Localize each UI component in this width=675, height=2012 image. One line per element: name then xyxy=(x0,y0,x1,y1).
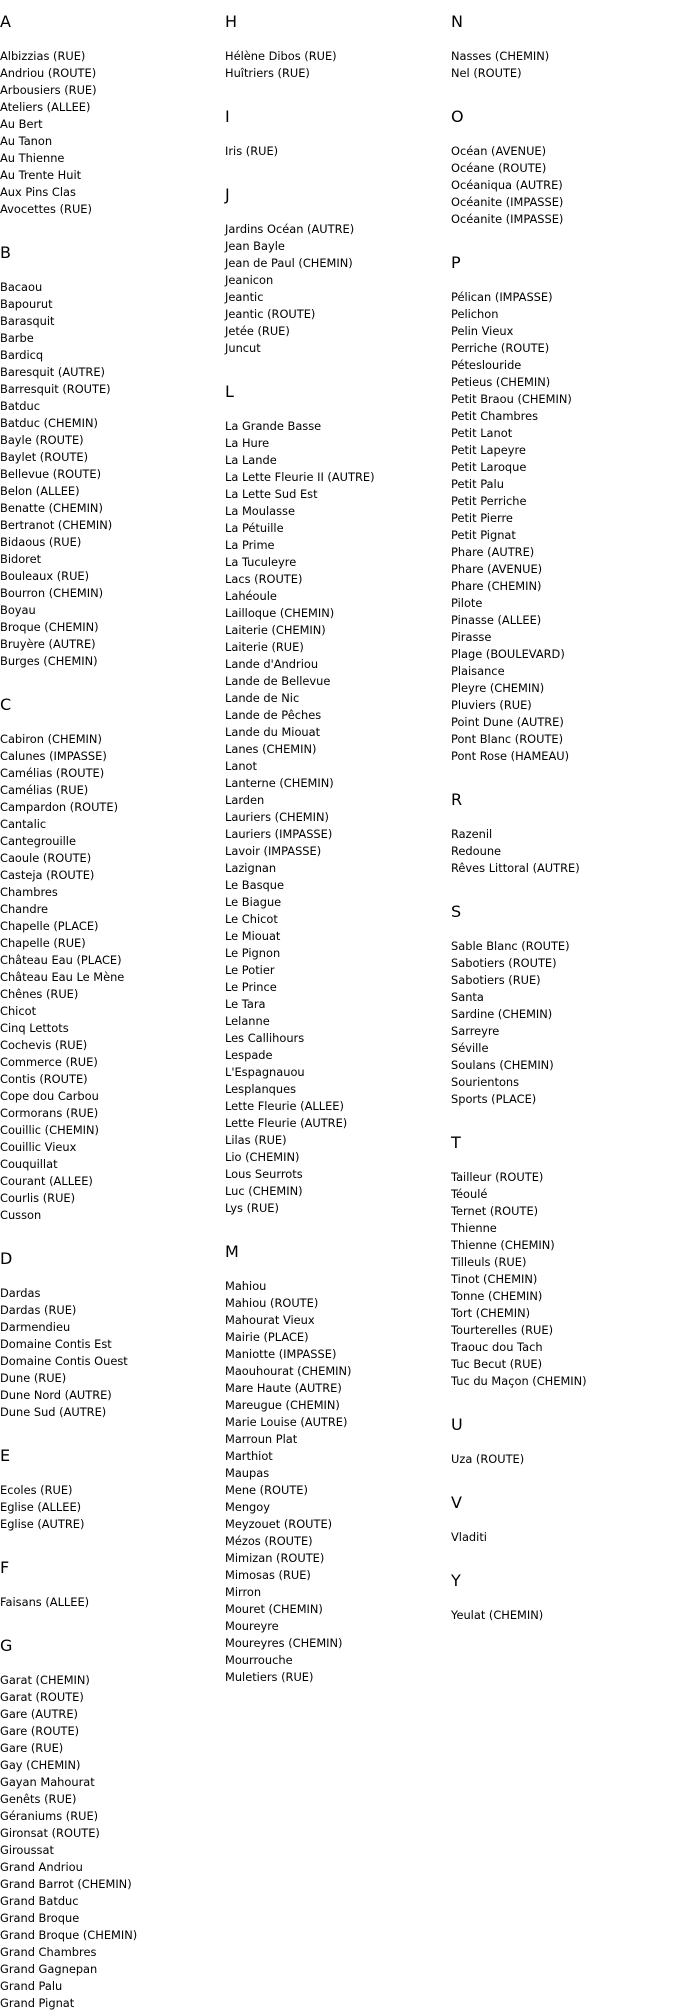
street-name-item: Cantalic xyxy=(0,817,47,831)
section-letter-heading: O xyxy=(451,107,464,126)
street-name-item: Chicot xyxy=(0,1004,37,1018)
street-name-item: Bouleaux (RUE) xyxy=(0,569,90,583)
street-name-item: Aux Pins Clas xyxy=(0,185,76,199)
section-letter-heading: G xyxy=(0,1636,13,1655)
street-name-item: Commerce (RUE) xyxy=(0,1055,98,1069)
section-letter-heading: A xyxy=(0,12,11,31)
street-name-item: Jeanicon xyxy=(225,273,274,287)
street-name-item: Lande d'Andriou xyxy=(225,657,319,671)
letter-section-b xyxy=(0,243,220,670)
street-name-item: Lous Seurrots xyxy=(225,1167,303,1181)
street-name-item: Lahéoule xyxy=(225,589,277,603)
street-name-item: Jeantic xyxy=(225,290,264,304)
street-name-item: Petit Chambres xyxy=(451,409,539,423)
street-name-item: Le Biague xyxy=(225,895,282,909)
street-name-item: Camélias (RUE) xyxy=(0,783,89,797)
street-name-item: Tinot (CHEMIN) xyxy=(451,1272,538,1286)
street-name-item: Lanot xyxy=(225,759,257,773)
street-name-item: Thienne xyxy=(451,1221,497,1235)
street-name-item: Vladiti xyxy=(451,1530,487,1544)
street-name-item: Le Pignon xyxy=(225,946,281,960)
street-name-item: Genêts (RUE) xyxy=(0,1792,77,1806)
street-name-item: Perriche (ROUTE) xyxy=(451,341,550,355)
street-name-item: Couillic Vieux xyxy=(0,1140,77,1154)
street-name-item: Petit Braou (CHEMIN) xyxy=(451,392,572,406)
street-index-column-2 xyxy=(225,12,445,1686)
street-name-item: Baresquit (AUTRE) xyxy=(0,365,105,379)
street-name-item: Redoune xyxy=(451,844,502,858)
street-name-item: Lande de Pêches xyxy=(225,708,322,722)
street-name-item: Lelanne xyxy=(225,1014,270,1028)
section-letter-heading: E xyxy=(0,1446,11,1465)
street-name-item: Grand Barrot (CHEMIN) xyxy=(0,1877,132,1891)
street-name-item: Sable Blanc (ROUTE) xyxy=(451,939,570,953)
street-name-item: Muletiers (RUE) xyxy=(225,1670,314,1684)
street-name-item: Bellevue (ROUTE) xyxy=(0,467,102,481)
street-name-item: Pont Rose (HAMEAU) xyxy=(451,749,570,763)
street-name-item: Lavoir (IMPASSE) xyxy=(225,844,322,858)
street-name-item: Lanterne (CHEMIN) xyxy=(225,776,334,790)
street-name-item: Lande du Miouat xyxy=(225,725,321,739)
section-letter-heading: S xyxy=(451,902,462,921)
section-letter-heading: T xyxy=(451,1133,461,1152)
section-letter-heading: Y xyxy=(451,1571,461,1590)
street-name-item: Le Chicot xyxy=(225,912,278,926)
letter-section-p xyxy=(451,253,671,765)
street-name-item: Marthiot xyxy=(225,1449,273,1463)
street-name-item: La Moulasse xyxy=(225,504,295,518)
street-name-item: Séville xyxy=(451,1041,489,1055)
street-name-item: Gironsat (ROUTE) xyxy=(0,1826,100,1840)
street-name-item: Thienne (CHEMIN) xyxy=(451,1238,555,1252)
street-name-item: Grand Batduc xyxy=(0,1894,79,1908)
street-name-item: Au Trente Huit xyxy=(0,168,82,182)
street-name-item: Petit Laroque xyxy=(451,460,527,474)
street-name-item: Mimosas (RUE) xyxy=(225,1568,311,1582)
street-name-item: Océanite (IMPASSE) xyxy=(451,195,564,209)
street-name-item: Benatte (CHEMIN) xyxy=(0,501,103,515)
street-name-item: Camélias (ROUTE) xyxy=(0,766,105,780)
street-name-item: Burges (CHEMIN) xyxy=(0,654,98,668)
street-name-item: Lanes (CHEMIN) xyxy=(225,742,317,756)
street-name-item: Lauriers (IMPASSE) xyxy=(225,827,333,841)
street-name-item: La Lette Fleurie II (AUTRE) xyxy=(225,470,375,484)
street-name-item: Sabotiers (RUE) xyxy=(451,973,541,987)
street-name-item: Barasquit xyxy=(0,314,55,328)
street-name-item: Darmendieu xyxy=(0,1320,71,1334)
street-name-item: Razenil xyxy=(451,827,493,841)
street-name-item: Chandre xyxy=(0,902,49,916)
letter-section-h xyxy=(225,12,445,82)
street-name-item: Belon (ALLEE) xyxy=(0,484,80,498)
street-name-item: Petit Pierre xyxy=(451,511,513,525)
street-name-item: Ateliers (ALLEE) xyxy=(0,100,91,114)
street-name-item: Lauriers (CHEMIN) xyxy=(225,810,329,824)
street-name-item: Océan (AVENUE) xyxy=(451,144,547,158)
street-name-item: Mouret (CHEMIN) xyxy=(225,1602,323,1616)
letter-section-u xyxy=(451,1415,671,1468)
street-name-item: Mahourat Vieux xyxy=(225,1313,315,1327)
street-name-item: Campardon (ROUTE) xyxy=(0,800,119,814)
street-name-item: Petit Palu xyxy=(451,477,504,491)
street-name-item: Lio (CHEMIN) xyxy=(225,1150,300,1164)
street-name-item: Dune (RUE) xyxy=(0,1371,67,1385)
street-name-item: Petit Lanot xyxy=(451,426,513,440)
letter-section-t xyxy=(451,1133,671,1390)
letter-section-j xyxy=(225,185,445,357)
street-name-item: Bardicq xyxy=(0,348,44,362)
street-name-item: Gayan Mahourat xyxy=(0,1775,95,1789)
street-name-item: Hélène Dibos (RUE) xyxy=(225,49,337,63)
street-name-item: Iris (RUE) xyxy=(225,144,279,158)
section-letter-heading: L xyxy=(225,382,234,401)
street-name-item: Petit Lapeyre xyxy=(451,443,526,457)
street-name-item: Bayle (ROUTE) xyxy=(0,433,84,447)
section-letter-heading: I xyxy=(225,107,230,126)
street-name-item: Sourientons xyxy=(451,1075,520,1089)
street-name-item: Batduc (CHEMIN) xyxy=(0,416,98,430)
street-name-item: Nel (ROUTE) xyxy=(451,66,522,80)
street-name-item: Les Callihours xyxy=(225,1031,305,1045)
street-name-item: La Prime xyxy=(225,538,275,552)
street-name-item: Océane (ROUTE) xyxy=(451,161,547,175)
street-name-item: Mareugue (CHEMIN) xyxy=(225,1398,340,1412)
street-name-item: Grand Andriou xyxy=(0,1860,83,1874)
street-name-item: Nasses (CHEMIN) xyxy=(451,49,550,63)
street-name-item: Château Eau Le Mène xyxy=(0,970,125,984)
street-name-item: Albizzias (RUE) xyxy=(0,49,86,63)
street-name-item: La Lette Sud Est xyxy=(225,487,318,501)
letter-section-e xyxy=(0,1446,220,1533)
street-name-item: Bourron (CHEMIN) xyxy=(0,586,104,600)
street-name-item: Bapourut xyxy=(0,297,53,311)
street-name-item: Juncut xyxy=(225,341,261,355)
street-name-item: Le Potier xyxy=(225,963,275,977)
street-name-item: Giroussat xyxy=(0,1843,54,1857)
street-name-item: Soulans (CHEMIN) xyxy=(451,1058,554,1072)
letter-section-f xyxy=(0,1558,220,1611)
street-name-item: La Grande Basse xyxy=(225,419,322,433)
street-name-item: Dardas (RUE) xyxy=(0,1303,77,1317)
street-index-column-1 xyxy=(0,12,220,2012)
street-name-item: Dune Sud (AUTRE) xyxy=(0,1405,107,1419)
street-name-item: Lilas (RUE) xyxy=(225,1133,287,1147)
section-letter-heading: R xyxy=(451,790,463,809)
street-name-item: Cope dou Carbou xyxy=(0,1089,99,1103)
street-name-item: Jetée (RUE) xyxy=(225,324,290,338)
street-name-item: Andriou (ROUTE) xyxy=(0,66,97,80)
street-name-item: Phare (CHEMIN) xyxy=(451,579,542,593)
street-name-item: Baylet (ROUTE) xyxy=(0,450,89,464)
section-letter-heading: N xyxy=(451,12,463,31)
street-name-item: Traouc dou Tach xyxy=(451,1340,543,1354)
street-name-item: Dardas xyxy=(0,1286,41,1300)
street-name-item: Sarreyre xyxy=(451,1024,500,1038)
street-name-item: Grand Gagnepan xyxy=(0,1962,98,1976)
street-name-item: Pont Blanc (ROUTE) xyxy=(451,732,564,746)
street-name-item: Mene (ROUTE) xyxy=(225,1483,308,1497)
street-name-item: Lande de Bellevue xyxy=(225,674,331,688)
street-name-item: Cantegrouille xyxy=(0,834,76,848)
street-name-item: Tailleur (ROUTE) xyxy=(451,1170,544,1184)
street-name-item: Bidaous (RUE) xyxy=(0,535,82,549)
section-letter-heading: J xyxy=(225,185,230,204)
street-name-item: Barresquit (ROUTE) xyxy=(0,382,111,396)
street-name-item: La Tuculeyre xyxy=(225,555,297,569)
street-name-item: Broque (CHEMIN) xyxy=(0,620,99,634)
letter-section-a xyxy=(0,12,220,218)
street-name-item: Chambres xyxy=(0,885,58,899)
street-name-item: Bruyère (AUTRE) xyxy=(0,637,96,651)
section-letter-heading: P xyxy=(451,253,461,272)
street-name-item: Laiterie (RUE) xyxy=(225,640,304,654)
section-letter-heading: F xyxy=(0,1558,10,1577)
letter-section-d xyxy=(0,1249,220,1421)
street-name-item: Moureyres (CHEMIN) xyxy=(225,1636,343,1650)
street-name-item: Domaine Contis Ouest xyxy=(0,1354,128,1368)
letter-section-o xyxy=(451,107,671,228)
street-name-item: La Hure xyxy=(225,436,270,450)
street-name-item: Le Basque xyxy=(225,878,284,892)
street-name-item: Mairie (PLACE) xyxy=(225,1330,309,1344)
street-name-item: Cusson xyxy=(0,1208,42,1222)
street-name-item: Contis (ROUTE) xyxy=(0,1072,88,1086)
street-name-item: Tonne (CHEMIN) xyxy=(451,1289,543,1303)
street-name-item: Mourrouche xyxy=(225,1653,293,1667)
street-name-item: Grand Pignat xyxy=(0,1996,75,2010)
street-name-item: Tuc Becut (RUE) xyxy=(451,1357,543,1371)
street-name-item: Ecoles (RUE) xyxy=(0,1483,73,1497)
section-letter-heading: H xyxy=(225,12,238,31)
street-name-item: Laiterie (CHEMIN) xyxy=(225,623,326,637)
street-name-item: Huîtriers (RUE) xyxy=(225,66,310,80)
street-name-item: Phare (AVENUE) xyxy=(451,562,543,576)
street-name-item: Pilote xyxy=(451,596,483,610)
letter-section-s xyxy=(451,902,671,1108)
street-name-item: Pleyre (CHEMIN) xyxy=(451,681,545,695)
street-name-item: Mengoy xyxy=(225,1500,270,1514)
street-name-item: Moureyre xyxy=(225,1619,279,1633)
street-name-item: Château Eau (PLACE) xyxy=(0,953,122,967)
street-name-item: Eglise (AUTRE) xyxy=(0,1517,85,1531)
street-name-item: Jean Bayle xyxy=(225,239,285,253)
street-name-item: Batduc xyxy=(0,399,40,413)
street-name-item: Océanite (IMPASSE) xyxy=(451,212,564,226)
street-name-item: Lailloque (CHEMIN) xyxy=(225,606,335,620)
street-name-item: Océaniqua (AUTRE) xyxy=(451,178,563,192)
section-letter-heading: D xyxy=(0,1249,13,1268)
street-name-item: Cochevis (RUE) xyxy=(0,1038,88,1052)
street-name-item: Mahiou xyxy=(225,1279,267,1293)
street-name-item: Ternet (ROUTE) xyxy=(451,1204,539,1218)
section-letter-heading: M xyxy=(225,1242,239,1261)
street-name-item: Petieus (CHEMIN) xyxy=(451,375,551,389)
street-name-item: Le Tara xyxy=(225,997,266,1011)
street-name-item: Uza (ROUTE) xyxy=(451,1452,525,1466)
letter-section-r xyxy=(451,790,671,877)
street-name-item: Cabiron (CHEMIN) xyxy=(0,732,102,746)
street-name-item: Bertranot (CHEMIN) xyxy=(0,518,113,532)
street-name-item: La Pétuille xyxy=(225,521,284,535)
street-name-item: Faisans (ALLEE) xyxy=(0,1595,90,1609)
street-name-item: L'Espagnauou xyxy=(225,1065,305,1079)
street-name-item: Mahiou (ROUTE) xyxy=(225,1296,319,1310)
street-name-item: Pinasse (ALLEE) xyxy=(451,613,542,627)
letter-section-i xyxy=(225,107,445,160)
street-name-item: Pelin Vieux xyxy=(451,324,514,338)
street-name-item: Maupas xyxy=(225,1466,270,1480)
street-name-item: Sardine (CHEMIN) xyxy=(451,1007,553,1021)
street-name-item: Grand Broque (CHEMIN) xyxy=(0,1928,138,1942)
street-name-item: Domaine Contis Est xyxy=(0,1337,112,1351)
street-name-item: Rêves Littoral (AUTRE) xyxy=(451,861,580,875)
street-name-item: Garat (CHEMIN) xyxy=(0,1673,90,1687)
street-name-item: Meyzouet (ROUTE) xyxy=(225,1517,333,1531)
street-name-item: Maniotte (IMPASSE) xyxy=(225,1347,337,1361)
street-name-item: Sports (PLACE) xyxy=(451,1092,537,1106)
street-name-item: Jeantic (ROUTE) xyxy=(225,307,316,321)
street-name-item: Couquillat xyxy=(0,1157,58,1171)
letter-section-c xyxy=(0,695,220,1224)
street-name-item: Dune Nord (AUTRE) xyxy=(0,1388,112,1402)
street-name-item: Garat (ROUTE) xyxy=(0,1690,84,1704)
street-name-item: Courant (ALLEE) xyxy=(0,1174,93,1188)
letter-section-v xyxy=(451,1493,671,1546)
letter-section-n xyxy=(451,12,671,82)
street-name-item: Péteslouride xyxy=(451,358,522,372)
street-name-item: Jardins Océan (AUTRE) xyxy=(225,222,355,236)
street-name-item: Tourterelles (RUE) xyxy=(451,1323,554,1337)
street-name-item: Arbousiers (RUE) xyxy=(0,83,97,97)
street-name-item: Grand Broque xyxy=(0,1911,80,1925)
street-name-item: Tuc du Maçon (CHEMIN) xyxy=(451,1374,587,1388)
street-name-item: Sabotiers (ROUTE) xyxy=(451,956,557,970)
street-name-item: Cormorans (RUE) xyxy=(0,1106,99,1120)
letter-section-m xyxy=(225,1242,445,1686)
street-name-item: Grand Chambres xyxy=(0,1945,97,1959)
street-name-item: Mare Haute (AUTRE) xyxy=(225,1381,342,1395)
section-letter-heading: B xyxy=(0,243,11,262)
street-name-item: Au Thienne xyxy=(0,151,65,165)
street-name-item: Mézos (ROUTE) xyxy=(225,1534,313,1548)
letter-section-g xyxy=(0,1636,220,2012)
street-name-item: Téoulé xyxy=(451,1187,488,1201)
street-name-item: Le Prince xyxy=(225,980,277,994)
street-index-column-3 xyxy=(451,12,671,1624)
street-name-item: Au Bert xyxy=(0,117,43,131)
street-name-item: Chênes (RUE) xyxy=(0,987,79,1001)
street-name-item: Au Tanon xyxy=(0,134,53,148)
street-name-item: Courlis (RUE) xyxy=(0,1191,76,1205)
street-name-item: Casteja (ROUTE) xyxy=(0,868,95,882)
street-name-item: La Lande xyxy=(225,453,277,467)
street-name-item: Plaisance xyxy=(451,664,505,678)
street-name-item: Avocettes (RUE) xyxy=(0,202,92,216)
street-name-item: Mimizan (ROUTE) xyxy=(225,1551,325,1565)
street-name-item: Larden xyxy=(225,793,265,807)
street-name-item: Barbe xyxy=(0,331,34,345)
street-name-item: Mirron xyxy=(225,1585,262,1599)
street-name-item: Petit Perriche xyxy=(451,494,527,508)
street-name-item: Calunes (IMPASSE) xyxy=(0,749,107,763)
street-name-item: Lacs (ROUTE) xyxy=(225,572,303,586)
street-name-item: Plage (BOULEVARD) xyxy=(451,647,565,661)
street-name-item: Boyau xyxy=(0,603,36,617)
street-name-item: Grand Palu xyxy=(0,1979,63,1993)
street-name-item: Gare (AUTRE) xyxy=(0,1707,78,1721)
street-name-item: Yeulat (CHEMIN) xyxy=(451,1608,544,1622)
street-name-item: Eglise (ALLEE) xyxy=(0,1500,82,1514)
street-name-item: Bidoret xyxy=(0,552,42,566)
street-name-item: Géraniums (RUE) xyxy=(0,1809,99,1823)
street-name-item: Lys (RUE) xyxy=(225,1201,279,1215)
street-name-item: Petit Pignat xyxy=(451,528,516,542)
street-name-item: Lazignan xyxy=(225,861,277,875)
street-name-item: Lette Fleurie (ALLEE) xyxy=(225,1099,344,1113)
street-name-item: Le Miouat xyxy=(225,929,281,943)
street-name-item: Lette Fleurie (AUTRE) xyxy=(225,1116,348,1130)
street-name-item: Pluviers (RUE) xyxy=(451,698,532,712)
street-name-item: Phare (AUTRE) xyxy=(451,545,535,559)
street-name-item: Lespade xyxy=(225,1048,273,1062)
street-name-item: Tort (CHEMIN) xyxy=(451,1306,531,1320)
street-name-item: Tilleuls (RUE) xyxy=(451,1255,527,1269)
street-name-item: Pirasse xyxy=(451,630,492,644)
street-name-item: Caoule (ROUTE) xyxy=(0,851,92,865)
street-name-item: Gare (RUE) xyxy=(0,1741,64,1755)
street-name-item: Marroun Plat xyxy=(225,1432,298,1446)
street-name-item: Pélican (IMPASSE) xyxy=(451,290,553,304)
street-name-item: Lande de Nic xyxy=(225,691,300,705)
street-name-item: Luc (CHEMIN) xyxy=(225,1184,303,1198)
street-name-item: Chapelle (PLACE) xyxy=(0,919,99,933)
street-name-item: Jean de Paul (CHEMIN) xyxy=(225,256,353,270)
street-name-item: Maouhourat (CHEMIN) xyxy=(225,1364,352,1378)
street-name-item: Lesplanques xyxy=(225,1082,297,1096)
street-name-item: Bacaou xyxy=(0,280,43,294)
street-name-item: Marie Louise (AUTRE) xyxy=(225,1415,348,1429)
street-name-item: Gay (CHEMIN) xyxy=(0,1758,81,1772)
letter-section-l xyxy=(225,382,445,1217)
street-name-item: Point Dune (AUTRE) xyxy=(451,715,564,729)
street-name-item: Couillic (CHEMIN) xyxy=(0,1123,99,1137)
street-name-item: Gare (ROUTE) xyxy=(0,1724,80,1738)
section-letter-heading: U xyxy=(451,1415,463,1434)
section-letter-heading: C xyxy=(0,695,12,714)
section-letter-heading: V xyxy=(451,1493,462,1512)
letter-section-y xyxy=(451,1571,671,1624)
street-name-item: Chapelle (RUE) xyxy=(0,936,86,950)
street-name-item: Pelichon xyxy=(451,307,499,321)
street-name-item: Cinq Lettots xyxy=(0,1021,69,1035)
street-name-item: Santa xyxy=(451,990,484,1004)
